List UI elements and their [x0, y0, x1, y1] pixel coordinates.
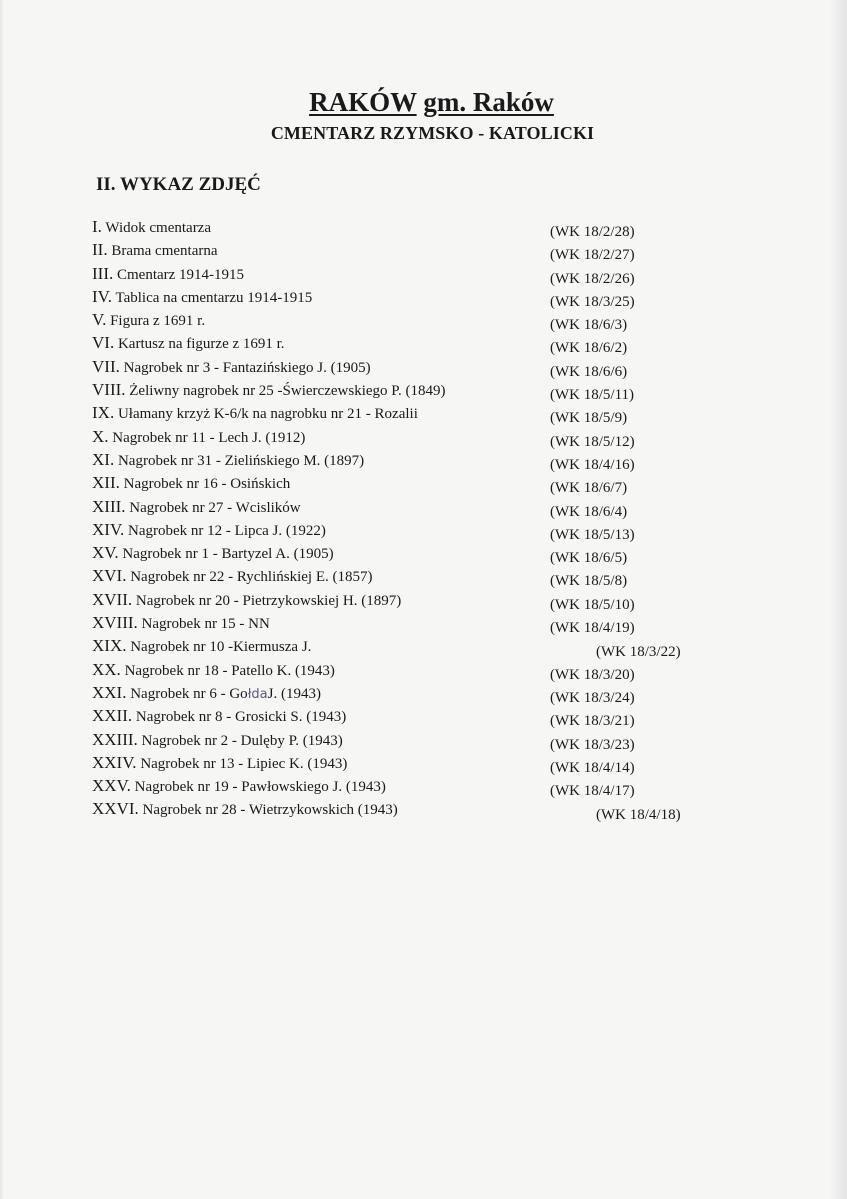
list-item: [92, 288, 712, 311]
list-item: [92, 381, 712, 404]
item-number: XII.: [92, 473, 120, 493]
item-number: X.: [92, 426, 109, 446]
list-item: [92, 800, 712, 823]
item-number: VIII.: [92, 380, 126, 400]
list-item: [92, 591, 712, 614]
list-item: [92, 684, 712, 707]
item-label: Nagrobek nr 12 - Lipca J. (1922): [128, 522, 326, 539]
item-code: (WK 18/3/20): [550, 666, 635, 683]
list-item: [92, 451, 712, 474]
item-label: Nagrobek nr 2 - Dulęby P. (1943): [141, 732, 343, 749]
item-code: (WK 18/4/17): [550, 783, 635, 800]
item-label-handwritten: łda: [247, 686, 268, 702]
item-label: Nagrobek nr 16 - Osińskich: [123, 476, 291, 493]
item-code: (WK 18/3/23): [550, 736, 635, 753]
item-label: Nagrobek nr 20 - Pietrzykowskiej H. (1897): [135, 592, 402, 609]
list-item: [92, 707, 712, 730]
item-code: (WK 18/6/7): [550, 480, 628, 497]
item-number: XXI.: [92, 682, 127, 702]
item-number: XXV.: [92, 776, 131, 796]
page-title: [0, 87, 847, 117]
item-number: XV.: [92, 543, 119, 563]
item-number: IV.: [92, 286, 112, 306]
item-code: (WK 18/5/9): [550, 410, 628, 427]
item-label: Nagrobek nr 8 - Grosicki S. (1943): [135, 709, 347, 726]
list-item: [92, 498, 712, 521]
item-code: (WK 18/5/8): [550, 573, 628, 590]
page-subtitle: CMENTARZ RZYMSKO - KATOLICKI: [270, 123, 595, 143]
item-label: Tablica na cmentarzu 1914-1915: [115, 289, 313, 306]
item-label: Widok cmentarza: [105, 220, 211, 236]
item-label: [130, 686, 321, 702]
item-label-printed: Nagrobek nr 6 - Go: [130, 685, 248, 702]
item-number: XVII.: [92, 589, 133, 609]
item-number: V.: [92, 310, 107, 330]
list-item: [92, 404, 712, 427]
item-code: (WK 18/2/28): [550, 224, 635, 240]
item-code: (WK 18/3/21): [550, 713, 635, 730]
list-item: [92, 754, 712, 777]
item-label: Żeliwny nagrobek nr 25 -Świerczewskiego P. (1849): [129, 383, 446, 400]
item-number: XXIII.: [92, 729, 138, 749]
item-code: (WK 18/4/16): [550, 456, 635, 473]
item-label: Nagrobek nr 31 - Zielińskiego M. (1897): [117, 452, 365, 469]
item-code: (WK 18/5/10): [550, 596, 635, 613]
list-item: [92, 661, 712, 684]
item-label: Nagrobek nr 13 - Lipiec K. (1943): [140, 755, 348, 772]
item-label: Nagrobek nr 27 - Wcislików: [129, 499, 301, 516]
item-number: XIX.: [92, 636, 127, 656]
page-left-edge: [0, 0, 4, 1199]
list-item: [92, 521, 712, 544]
item-code: (WK 18/3/22): [596, 644, 681, 661]
photo-list: [92, 218, 712, 824]
item-label: Nagrobek nr 10 -Kiermusza J.: [130, 639, 312, 656]
item-label: Nagrobek nr 18 - Patello K. (1943): [124, 662, 335, 679]
title-commune: gm. Raków: [423, 87, 554, 117]
item-code: (WK 18/5/13): [550, 526, 635, 543]
item-label: Nagrobek nr 28 - Wietrzykowskich (1943): [142, 802, 398, 819]
item-code: (WK 18/4/18): [596, 807, 681, 824]
item-label: Nagrobek nr 3 - Fantazińskiego J. (1905): [123, 359, 371, 376]
list-item: [92, 265, 712, 288]
item-code: (WK 18/4/14): [550, 759, 635, 776]
item-code: (WK 18/5/11): [550, 387, 635, 404]
item-label: Figura z 1691 r.: [110, 313, 206, 330]
item-number: XXII.: [92, 706, 133, 726]
item-code: (WK 18/2/27): [550, 247, 635, 264]
list-item: [92, 241, 712, 264]
item-code: (WK 18/6/3): [550, 317, 628, 334]
item-number: II.: [92, 240, 108, 260]
list-item: [92, 358, 712, 381]
title-place: RAKÓW: [309, 87, 417, 117]
list-item: [92, 731, 712, 754]
item-number: XX.: [92, 659, 121, 679]
item-number: I.: [92, 217, 102, 236]
item-number: XIII.: [92, 496, 126, 516]
item-label-printed-end: J. (1943): [267, 685, 321, 702]
item-code: (WK 18/6/2): [550, 340, 628, 357]
item-code: (WK 18/3/25): [550, 293, 635, 310]
item-code: (WK 18/4/19): [550, 620, 635, 637]
list-item: [92, 334, 712, 357]
item-code: (WK 18/5/12): [550, 433, 635, 450]
item-label: Cmentarz 1914-1915: [116, 266, 245, 283]
section-heading: II. WYKAZ ZDJĘĆ: [96, 174, 261, 195]
item-code: (WK 18/6/5): [550, 550, 628, 567]
list-item: [92, 474, 712, 497]
item-code: (WK 18/3/24): [550, 689, 635, 706]
item-label: Nagrobek nr 22 - Rychlińskiej E. (1857): [130, 569, 373, 586]
list-item: [92, 567, 712, 590]
item-number: III.: [92, 263, 114, 283]
item-label: Kartusz na figurze z 1691 r.: [117, 336, 285, 353]
item-label: Nagrobek nr 11 - Lech J. (1912): [112, 429, 306, 446]
item-number: XXIV.: [92, 752, 137, 772]
list-item: [92, 544, 712, 567]
item-label: Ułamany krzyż K-6/k na nagrobku nr 21 - Rozalii: [117, 406, 418, 423]
item-code: (WK 18/6/4): [550, 503, 628, 520]
item-number: XIV.: [92, 519, 125, 539]
item-label: Nagrobek nr 1 - Bartyzel A. (1905): [122, 546, 334, 563]
item-number: VI.: [92, 333, 115, 353]
item-number: XI.: [92, 449, 115, 469]
list-item: [92, 614, 712, 637]
item-number: IX.: [92, 403, 115, 423]
item-label: Nagrobek nr 19 - Pawłowskiego J. (1943): [134, 779, 386, 796]
list-item: [92, 218, 712, 241]
item-number: XXVI.: [92, 799, 139, 819]
page-right-edge: [829, 0, 847, 1199]
item-number: XVI.: [92, 566, 127, 586]
list-item: [92, 311, 712, 334]
item-code: (WK 18/6/6): [550, 363, 628, 380]
item-code: (WK 18/2/26): [550, 270, 635, 287]
item-label: Nagrobek nr 15 - NN: [141, 616, 270, 633]
list-item: [92, 428, 712, 451]
list-item: [92, 777, 712, 800]
item-number: VII.: [92, 356, 120, 376]
item-number: XVIII.: [92, 613, 138, 633]
list-item: [92, 637, 712, 660]
item-label: Brama cmentarna: [111, 243, 218, 260]
